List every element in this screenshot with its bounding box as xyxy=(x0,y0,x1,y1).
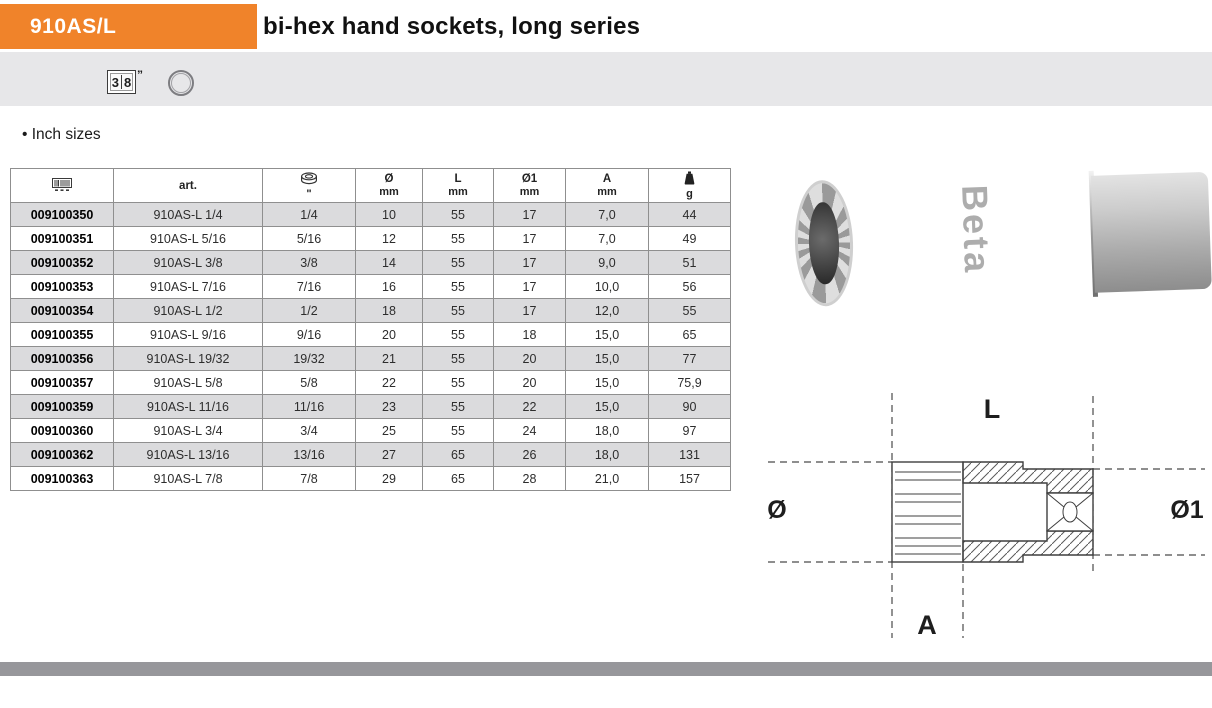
cell-art: 910AS-L 3/8 xyxy=(114,251,263,275)
cell-d_mm: 27 xyxy=(356,443,423,467)
cell-d1_mm: 28 xyxy=(494,467,566,491)
cell-weight_g: 56 xyxy=(649,275,731,299)
cell-code: 009100354 xyxy=(11,299,114,323)
cell-code: 009100353 xyxy=(11,275,114,299)
cell-weight_g: 157 xyxy=(649,467,731,491)
cell-art: 910AS-L 11/16 xyxy=(114,395,263,419)
cell-code: 009100359 xyxy=(11,395,114,419)
drawing-label-depth: A xyxy=(917,610,937,640)
cell-code: 009100362 xyxy=(11,443,114,467)
bi-hex-ring-icon xyxy=(168,70,194,96)
cell-l_mm: 55 xyxy=(423,323,494,347)
column-unit: mm xyxy=(597,186,617,198)
fraction-divider xyxy=(121,75,122,89)
cell-d1_mm: 26 xyxy=(494,443,566,467)
cell-a_mm: 18,0 xyxy=(566,443,649,467)
cell-d_mm: 10 xyxy=(356,203,423,227)
cell-art: 910AS-L 1/4 xyxy=(114,203,263,227)
drawing-label-diameter1: Ø1 xyxy=(1170,496,1204,524)
column-label: A xyxy=(602,173,612,185)
cell-d1_mm: 17 xyxy=(494,275,566,299)
cell-l_mm: 65 xyxy=(423,443,494,467)
table-row xyxy=(11,347,731,371)
cell-d_mm: 14 xyxy=(356,251,423,275)
drawing-svg xyxy=(755,382,1212,658)
cell-a_mm: 7,0 xyxy=(566,203,649,227)
cell-code: 009100356 xyxy=(11,347,114,371)
sizes-table xyxy=(10,168,731,491)
cell-weight_g: 49 xyxy=(649,227,731,251)
table-row xyxy=(11,419,731,443)
cell-a_mm: 18,0 xyxy=(566,419,649,443)
cell-art: 910AS-L 19/32 xyxy=(114,347,263,371)
cell-weight_g: 77 xyxy=(649,347,731,371)
cell-size_in: 11/16 xyxy=(263,395,356,419)
cell-art: 910AS-L 13/16 xyxy=(114,443,263,467)
cell-l_mm: 55 xyxy=(423,395,494,419)
cell-art: 910AS-L 3/4 xyxy=(114,419,263,443)
cell-weight_g: 65 xyxy=(649,323,731,347)
column-label: Ø xyxy=(384,173,394,185)
drive-denominator: 8 xyxy=(124,74,132,90)
drive-numerator: 3 xyxy=(111,74,119,90)
table-row xyxy=(11,395,731,419)
cell-art: 910AS-L 5/8 xyxy=(114,371,263,395)
column-header-weight_g xyxy=(649,169,731,203)
column-unit: mm xyxy=(519,186,540,198)
table-row xyxy=(11,299,731,323)
cell-a_mm: 15,0 xyxy=(566,371,649,395)
table-row xyxy=(11,467,731,491)
cell-weight_g: 51 xyxy=(649,251,731,275)
cell-l_mm: 55 xyxy=(423,371,494,395)
cell-art: 910AS-L 5/16 xyxy=(114,227,263,251)
section-title: • Inch sizes xyxy=(22,126,101,143)
weight-icon xyxy=(684,171,695,187)
cell-code: 009100357 xyxy=(11,371,114,395)
cell-size_in: 5/16 xyxy=(263,227,356,251)
series-code-badge: 910AS/L xyxy=(0,4,257,49)
cell-d1_mm: 20 xyxy=(494,371,566,395)
column-unit: " xyxy=(306,187,312,200)
page-title: bi-hex hand sockets, long series xyxy=(263,13,641,40)
cell-size_in: 19/32 xyxy=(263,347,356,371)
socket-icon xyxy=(300,172,318,187)
column-unit: mm xyxy=(379,186,399,198)
cell-weight_g: 97 xyxy=(649,419,731,443)
table-row xyxy=(11,371,731,395)
column-header-code xyxy=(11,169,114,203)
cell-d1_mm: 17 xyxy=(494,227,566,251)
inch-mark: ” xyxy=(137,68,143,82)
cell-d_mm: 22 xyxy=(356,371,423,395)
cell-d_mm: 16 xyxy=(356,275,423,299)
table-body xyxy=(11,203,731,491)
cell-code: 009100360 xyxy=(11,419,114,443)
cell-code: 009100350 xyxy=(11,203,114,227)
table-row xyxy=(11,251,731,275)
cell-size_in: 3/4 xyxy=(263,419,356,443)
cell-weight_g: 44 xyxy=(649,203,731,227)
cell-a_mm: 15,0 xyxy=(566,395,649,419)
square-drive-fraction-icon xyxy=(107,70,136,94)
column-label: L xyxy=(454,173,462,185)
cell-l_mm: 55 xyxy=(423,227,494,251)
drive-size-icon xyxy=(107,70,143,94)
cell-a_mm: 15,0 xyxy=(566,323,649,347)
cell-code: 009100352 xyxy=(11,251,114,275)
socket-section xyxy=(892,462,1093,562)
cell-size_in: 1/2 xyxy=(263,299,356,323)
table-row xyxy=(11,443,731,467)
cell-code: 009100363 xyxy=(11,467,114,491)
cell-d1_mm: 17 xyxy=(494,203,566,227)
cell-l_mm: 55 xyxy=(423,419,494,443)
spec-band xyxy=(0,52,1212,106)
cell-d1_mm: 22 xyxy=(494,395,566,419)
cell-size_in: 13/16 xyxy=(263,443,356,467)
cell-size_in: 7/16 xyxy=(263,275,356,299)
cell-l_mm: 65 xyxy=(423,467,494,491)
column-header-d_mm xyxy=(356,169,423,203)
footer-bar xyxy=(0,662,1212,676)
cell-d_mm: 21 xyxy=(356,347,423,371)
column-header-d1_mm xyxy=(494,169,566,203)
cell-d_mm: 25 xyxy=(356,419,423,443)
cell-a_mm: 15,0 xyxy=(566,347,649,371)
cell-d1_mm: 18 xyxy=(494,323,566,347)
cell-d_mm: 29 xyxy=(356,467,423,491)
cell-d1_mm: 24 xyxy=(494,419,566,443)
column-unit: mm xyxy=(448,186,468,198)
cell-l_mm: 55 xyxy=(423,299,494,323)
cell-a_mm: 21,0 xyxy=(566,467,649,491)
cell-size_in: 1/4 xyxy=(263,203,356,227)
cell-weight_g: 75,9 xyxy=(649,371,731,395)
table-row xyxy=(11,203,731,227)
table-header-row xyxy=(11,169,731,203)
column-header-art xyxy=(114,169,263,203)
cell-size_in: 3/8 xyxy=(263,251,356,275)
cell-weight_g: 90 xyxy=(649,395,731,419)
cell-code: 009100351 xyxy=(11,227,114,251)
cell-l_mm: 55 xyxy=(423,347,494,371)
table-row xyxy=(11,323,731,347)
cell-d_mm: 12 xyxy=(356,227,423,251)
column-unit: g xyxy=(686,188,693,200)
cell-size_in: 5/8 xyxy=(263,371,356,395)
cell-weight_g: 131 xyxy=(649,443,731,467)
barcode-icon xyxy=(52,178,72,194)
cell-art: 910AS-L 1/2 xyxy=(114,299,263,323)
cell-d1_mm: 17 xyxy=(494,251,566,275)
column-label: Ø1 xyxy=(521,173,538,185)
cell-a_mm: 10,0 xyxy=(566,275,649,299)
cell-code: 009100355 xyxy=(11,323,114,347)
square-drive-end xyxy=(1091,172,1212,293)
cell-size_in: 7/8 xyxy=(263,467,356,491)
column-header-l_mm xyxy=(423,169,494,203)
cell-d_mm: 23 xyxy=(356,395,423,419)
cell-a_mm: 9,0 xyxy=(566,251,649,275)
cell-size_in: 9/16 xyxy=(263,323,356,347)
table-row xyxy=(11,275,731,299)
cell-d_mm: 20 xyxy=(356,323,423,347)
cell-l_mm: 55 xyxy=(423,203,494,227)
product-photo xyxy=(793,163,1212,317)
drawing-label-diameter: Ø xyxy=(767,496,787,524)
cell-art: 910AS-L 7/8 xyxy=(114,467,263,491)
column-label: art. xyxy=(179,179,197,192)
cell-a_mm: 7,0 xyxy=(566,227,649,251)
column-header-a_mm xyxy=(566,169,649,203)
cell-art: 910AS-L 7/16 xyxy=(114,275,263,299)
drawing-label-length: L xyxy=(983,394,1001,424)
cell-d1_mm: 20 xyxy=(494,347,566,371)
cell-l_mm: 55 xyxy=(423,251,494,275)
column-header-size_in xyxy=(263,169,356,203)
cell-d_mm: 18 xyxy=(356,299,423,323)
table-row xyxy=(11,227,731,251)
technical-drawing xyxy=(755,382,1212,658)
cell-a_mm: 12,0 xyxy=(566,299,649,323)
cell-weight_g: 55 xyxy=(649,299,731,323)
cell-art: 910AS-L 9/16 xyxy=(114,323,263,347)
cell-l_mm: 55 xyxy=(423,275,494,299)
cell-d1_mm: 17 xyxy=(494,299,566,323)
brand-marking: Beta xyxy=(954,184,999,276)
